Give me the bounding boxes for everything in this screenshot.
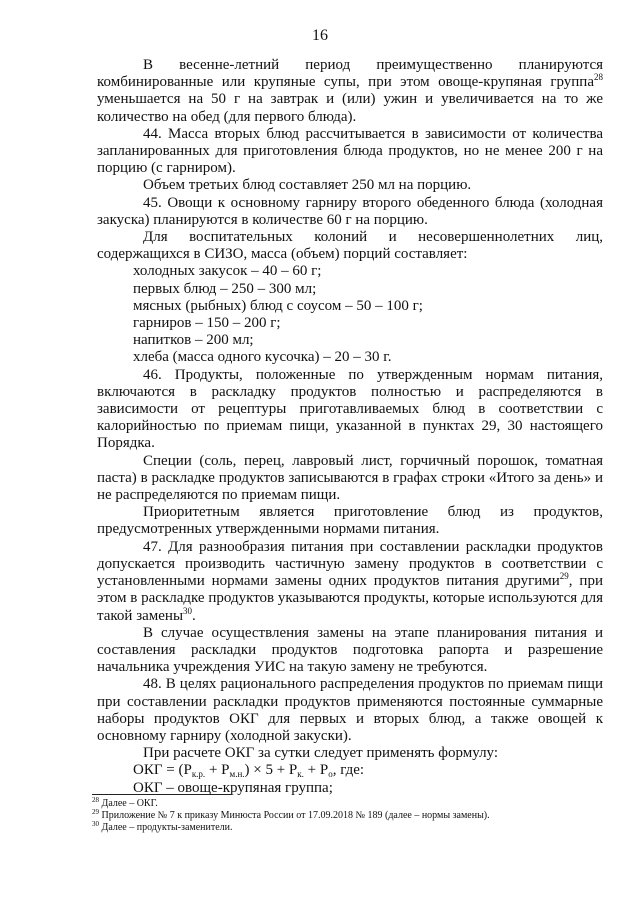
paragraph: 46. Продукты, положенные по утвержденным нормам питания, включаются в раскладку продуктов полностью и распределяются в зависимости от рецептуры приготавливаемых блюд в соответствии с калорийностью по приемам пищи, указанной в пунктах 29, 30 настоящего Порядка. — [97, 366, 603, 452]
footnote — [92, 807, 602, 822]
paragraph: 44. Масса вторых блюд рассчитывается в зависимости от количества запланированных для приготовления блюда продуктов, но не менее 200 г на порцию (с гарниром). — [97, 125, 603, 177]
paragraph: 48. В целях рационального распределения продуктов по приемам пищи при составлении раскладки продуктов применяются постоянные суммарные наборы продуктов ОКГ для первых и вторых блюд, а также овощей к основному гарниру (холодной закуски). — [97, 676, 603, 744]
page-body — [97, 57, 603, 797]
paragraph-text: 47. Для разнообразия питания при составлении раскладки продуктов допускается производить частичную замену продуктов в соответствии с установленными нормами замены одних продуктов питания другими — [97, 538, 603, 590]
paragraph-text: уменьшается на 50 г на завтрак и (или) ужин и увеличивается на то же количество на обед (для первого блюда). — [97, 91, 603, 125]
paragraph: Объем третьих блюд составляет 250 мл на порцию. — [143, 177, 472, 194]
paragraph: В случае осуществления замены на этапе планирования питания и составления раскладки продуктов подготовка рапорта и разрешение начальника учреждения УИС на такую замену не требуются. — [97, 624, 603, 676]
formula — [97, 762, 603, 779]
footnote-text: Далее – продукты-заменители. — [99, 821, 233, 833]
paragraph: Приоритетным является приготовление блюд из продуктов, предусмотренных утвержденными нормами питания. — [97, 504, 603, 538]
paragraph-text: В весенне-летний период преимущественно планируются комбинированные или крупяные супы, при этом овоще-крупяная группа — [97, 57, 603, 91]
paragraph — [97, 57, 603, 126]
paragraph: 45. Овощи к основному гарниру второго обеденного блюда (холодная закуска) планируются в количестве 60 г на порцию. — [97, 194, 603, 228]
paragraph: Специи (соль, перец, лавровый лист, горчичный порошок, томатная паста) в раскладке продуктов записываются в графах строки «Итого за день» и не распределяются по приемам пищи. — [97, 452, 603, 504]
footnote — [92, 798, 602, 810]
paragraph-text: , при этом в раскладке продуктов указываются продукты, которые используются для такой замены — [97, 573, 603, 624]
formula-text: + Р — [205, 762, 230, 779]
formula-subscript: м.н. — [229, 769, 245, 780]
formula-text: ОКГ = (Р — [133, 762, 192, 779]
formula-subscript: к. — [297, 769, 304, 780]
footnote-ref: 30 — [183, 605, 193, 616]
list-item: мясных (рыбных) блюд с соусом – 50 – 100 г; — [133, 297, 423, 314]
list-item: гарниров – 150 – 200 г; — [133, 315, 281, 332]
formula-definition: ОКГ – овоще-крупяная группа; — [133, 779, 333, 796]
footnote-separator — [92, 794, 232, 795]
footnote-ref: 28 — [594, 72, 603, 83]
list-item: хлеба (масса одного кусочка) – 20 – 30 г. — [133, 349, 392, 366]
footnote — [92, 819, 602, 834]
formula-text: ) × 5 + Р — [244, 762, 298, 779]
footnotes — [92, 798, 602, 833]
paragraph: При расчете ОКГ за сутки следует применять формулу: — [143, 745, 499, 762]
formula-text: + Р — [303, 762, 329, 779]
page-number: 16 — [312, 27, 328, 44]
paragraph: 47. Для разнообразия питания при составлении раскладки продуктов допускается производить частичную замену продуктов в соответствии с установленными нормами замены одних продуктов питания другими$^{29}$, при этом в раскладке продуктов указываются продукты, которые используются для такой замены$^{30}$. — [97, 538, 603, 624]
formula-subscript: о — [328, 769, 333, 780]
list-item: холодных закусок – 40 – 60 г; — [133, 263, 322, 280]
footnote-number: 29 — [92, 807, 99, 816]
footnote-number: 30 — [92, 819, 99, 828]
footnote-ref: 29 — [559, 571, 569, 582]
footnote-text: Приложение № 7 к приказу Минюста России от 17.09.2018 № 189 (далее – нормы замены). — [99, 809, 490, 821]
list-item: напитков – 200 мл; — [133, 332, 254, 349]
footnote-text: Далее – ОКГ. — [99, 798, 158, 809]
formula-subscript: к.р. — [191, 769, 206, 780]
footnote-number: 28 — [92, 796, 99, 804]
formula-text: , где: — [332, 762, 365, 779]
paragraph: Для воспитательных колоний и несовершеннолетних лиц, содержащихся в СИЗО, масса (объем) порций составляет: — [97, 229, 603, 263]
list-item: первых блюд – 250 – 300 мл; — [133, 280, 317, 297]
